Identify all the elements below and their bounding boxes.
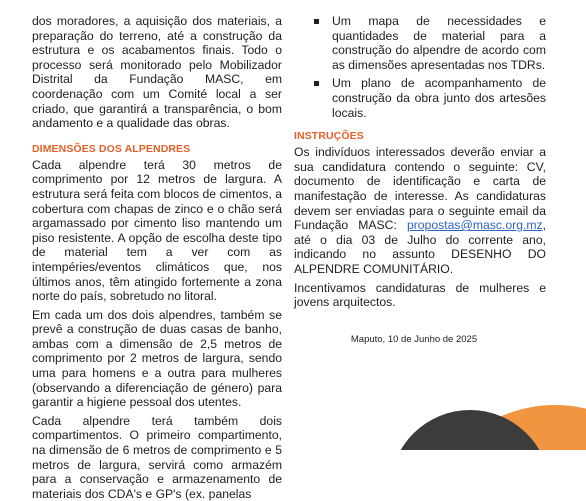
section-heading-instructions: INSTRUÇÕES (294, 130, 364, 143)
list-item-text: Um mapa de necessidades e quantidades de material para a construção do alpendre de acordo com as dimensões apresentadas nos TDRs. (332, 14, 546, 72)
decorative-orange-circle (420, 405, 586, 450)
date-line: Maputo, 10 de Junho de 2025 (350, 333, 478, 345)
list-item-text: Um plano de acompanhamento de construção da obra junto dos artesões locais. (332, 76, 546, 120)
email-link[interactable]: propostas@masc.org.mz (406, 218, 543, 233)
right-column (294, 0, 546, 346)
section-heading-dimensions: DIMENSÕES DOS ALPENDRES (32, 142, 191, 155)
list-item (294, 14, 546, 72)
bullet-icon (314, 81, 319, 86)
paragraph-compartments: Cada alpendre terá também dois compartimentos. O primeiro compartimento, na dimensão de 6 metros de comprimento e 5 metros de largura, servirá como armazém para a conservação e armazenamento de materiais dos CDA's e GP's (ex. panelas (32, 413, 282, 501)
decorative-grey-circle (390, 410, 550, 450)
paragraph-intro: dos moradores, a aquisição dos materiais, a preparação do terreno, até a construção da estrutura e os acabamentos finais. Todo o processo será monitorado pelo Mobilizador Distrital da Fundação MASC, em coordenação com um Comité local a ser criado, que garantirá a transparência, o bom andamento e a qualidade das obras. (32, 14, 282, 131)
bullet-icon (314, 19, 319, 24)
instructions-text: Os indivíduos interessados deverão enviar a sua candidatura contendo o seguinte: CV, documento de identificação e carta de manifestação de interesse. As candidaturas devem ser enviadas para o seguinte email da Fundação MASC: (294, 145, 546, 233)
list-item (294, 76, 546, 120)
requirements-list (294, 14, 546, 120)
left-column (32, 0, 282, 501)
instructions-text-end: , até o dia 03 de Julho do corrente ano, indicando no assunto DESENHO DO ALPENDRE COMUNITÁRIO. (294, 218, 546, 276)
paragraph-bathrooms: Em cada um dos dois alpendres, também se prevê a construção de duas casas de banho, ambas com a dimensão de 2,5 metros de comprimento por 2 metros de largura, sendo uma para homens e a outra para mulheres (observando a diferenciação de género) para garantir a higiene pessoal dos utentes. (32, 307, 282, 410)
paragraph-encouragement: Incentivamos candidaturas de mulheres e jovens arquitectos. (294, 280, 546, 310)
paragraph-instructions (294, 145, 546, 276)
paragraph-dimensions: Cada alpendre terá 30 metros de comprimento por 12 metros de largura. A estrutura será feita com blocos de cimentos, a cobertura com chapas de zinco e o chão será argamassado por cimento liso mantendo um piso resistente. A opção de escolha deste tipo de material tem a ver com as intempéries/eventos climáticos que, nos últimos anos, têm atingido fortemente a zona norte do país, sobretudo no litoral. (32, 157, 282, 304)
